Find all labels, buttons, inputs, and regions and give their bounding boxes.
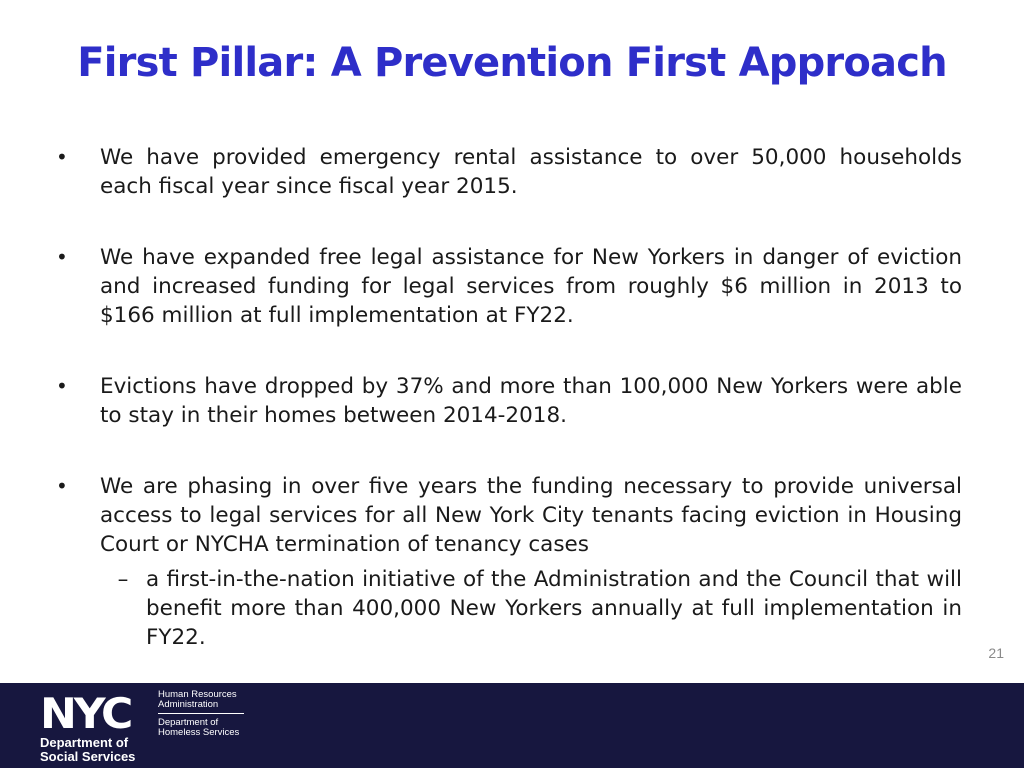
dss-label-line1: Department of (40, 735, 129, 750)
bullet-marker: • (56, 245, 68, 269)
bullet-text: We have provided emergency rental assistance to over 50,000 households each fiscal year since fiscal year 2015. (100, 145, 962, 199)
page-number: 21 (988, 645, 1004, 661)
sub-bullet-item (100, 565, 962, 652)
dss-label-line2: Social Services (40, 749, 136, 764)
bullet-text: Evictions have dropped by 37% and more than 100,000 New Yorkers were able to stay in their homes between 2014-2018. (100, 374, 962, 428)
slide-title: First Pillar: A Prevention First Approach (77, 40, 947, 86)
bullet-text: We are phasing in over five years the funding necessary to provide universal access to legal services for all New York City tenants facing eviction in Housing Court or NYCHA termination of tenancy cases (100, 474, 962, 557)
hra-line2: Administration (158, 699, 219, 710)
bullet-item (56, 243, 962, 330)
agency-divider (158, 713, 244, 714)
bullet-item (56, 472, 962, 652)
bullet-marker: • (56, 145, 68, 169)
footer-bar (0, 683, 1024, 768)
dhs-line1: Department of (158, 717, 219, 728)
agency-names (158, 690, 248, 738)
hra-line1: Human Resources (158, 689, 237, 700)
bullet-text: We have expanded free legal assistance for New Yorkers in danger of eviction and increased funding for legal services from roughly $6 million in 2013 to $166 million at full implementation at FY22. (100, 245, 962, 328)
bullet-list (56, 143, 962, 652)
dss-label (40, 736, 135, 764)
bullet-marker: • (56, 474, 68, 498)
sub-bullet-marker: – (117, 567, 129, 592)
bullet-body (100, 472, 962, 652)
nyc-logo: NYC (40, 689, 131, 738)
dhs-line2: Homeless Services (158, 727, 240, 738)
bullet-item (56, 372, 962, 430)
sub-bullet-text: a first-in-the-nation initiative of the Administration and the Council that will benefit more than 400,000 New Yorkers annually at full implementation in FY22. (146, 567, 962, 650)
bullet-item (56, 143, 962, 201)
bullet-marker: • (56, 374, 68, 398)
